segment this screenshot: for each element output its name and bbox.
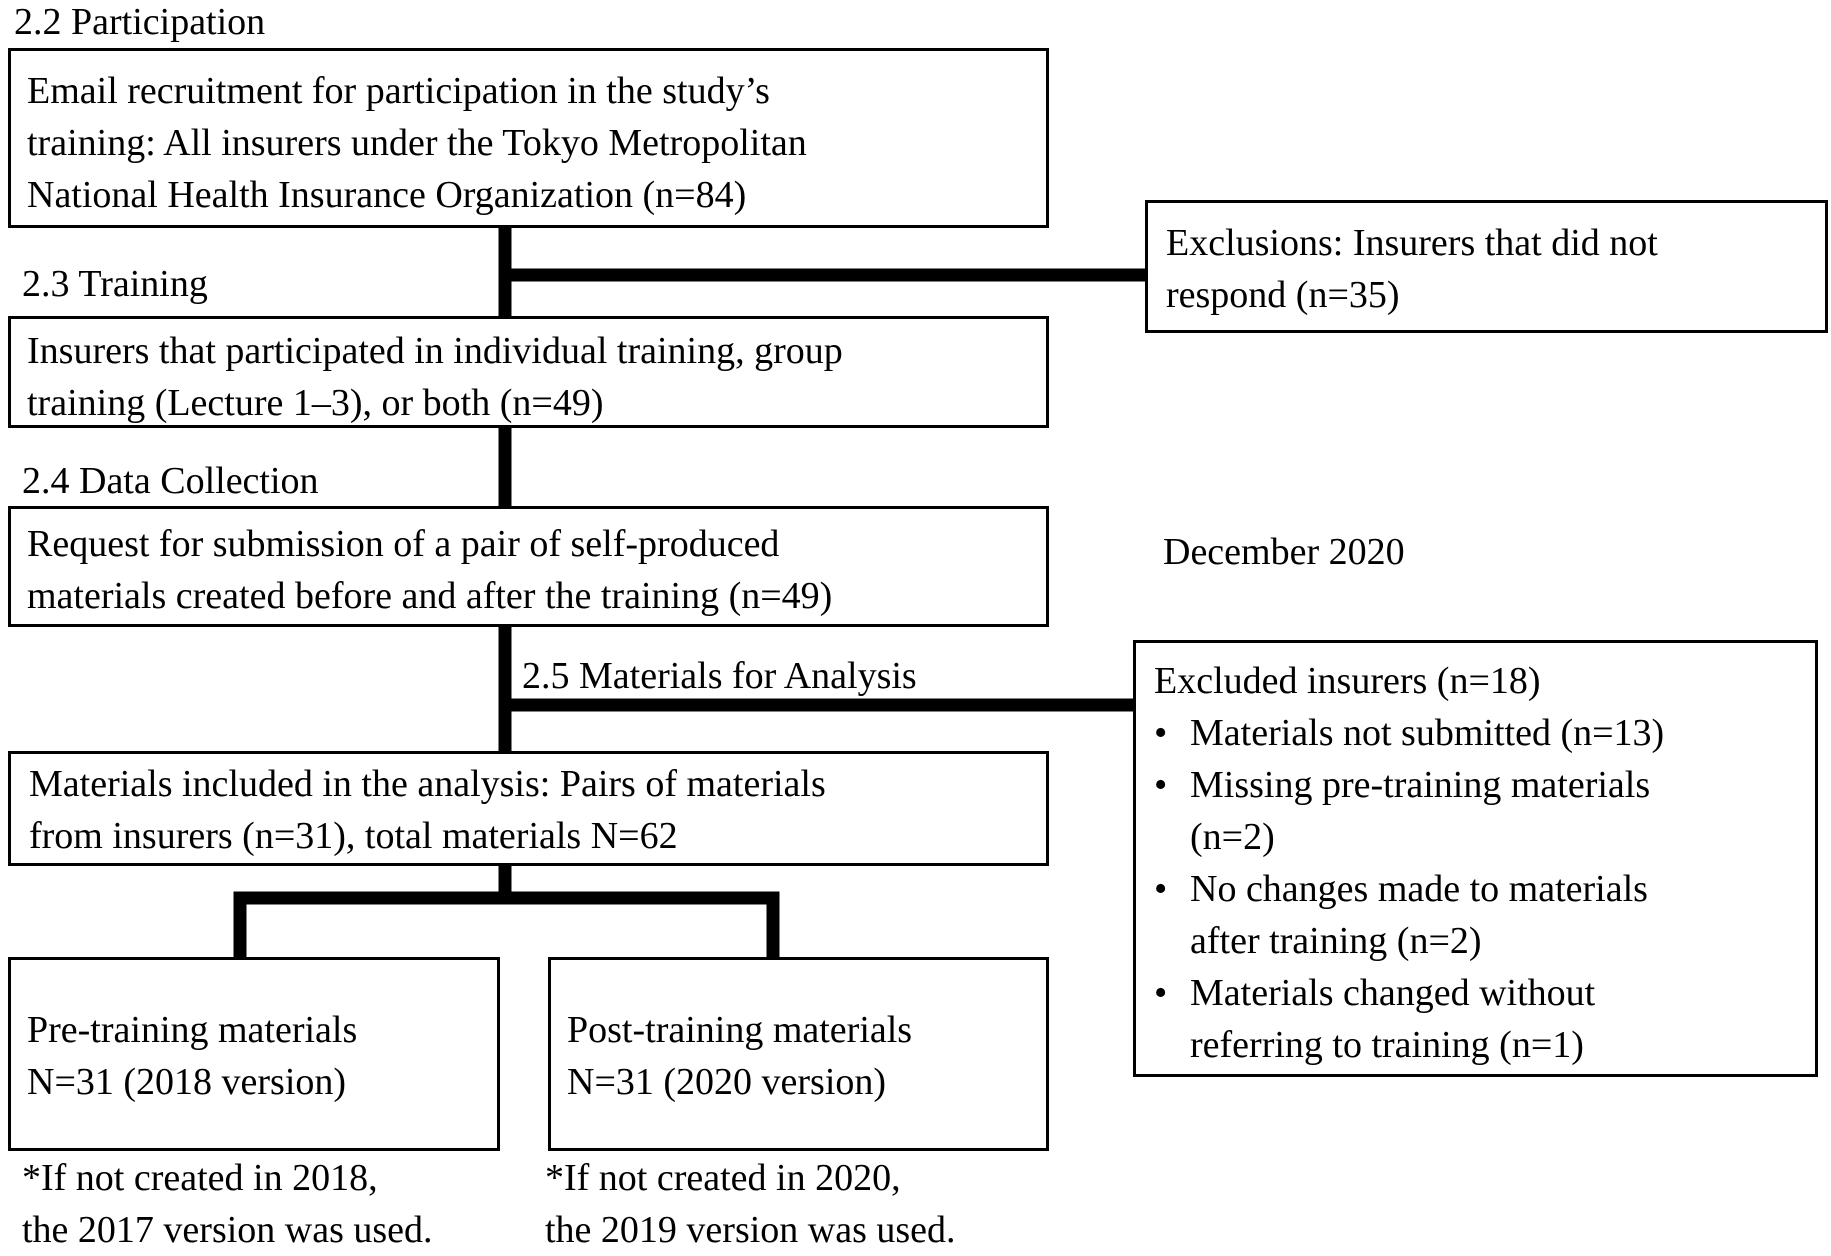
excluded-item xyxy=(1154,759,1664,863)
excluded-item-text: Materials changed without xyxy=(1190,972,1596,1014)
included-line: from insurers (n=31), total materials N=62 xyxy=(29,815,678,857)
excluded-item xyxy=(1154,707,1664,759)
post-training-line: Post-training materials xyxy=(567,1009,913,1051)
excluded-title: Excluded insurers (n=18) xyxy=(1154,660,1541,702)
pre-training-line: N=31 (2018 version) xyxy=(27,1061,347,1103)
request-line: Request for submission of a pair of self-produced xyxy=(27,523,780,565)
bullet-icon: • xyxy=(1154,712,1168,754)
training-line: Insurers that participated in individual training, group xyxy=(27,330,843,372)
excluded-item-text: Materials not submitted (n=13) xyxy=(1190,712,1665,754)
pre-note-line: the 2017 version was used. xyxy=(22,1209,433,1251)
training-line: training (Lecture 1–3), or both (n=49) xyxy=(27,382,604,424)
excluded-item-text: referring to training (n=1) xyxy=(1190,1024,1584,1066)
excluded-item-text: No changes made to materials xyxy=(1190,868,1648,910)
request-box xyxy=(8,506,1049,627)
pre-note-line: *If not created in 2018, xyxy=(22,1157,378,1199)
section-training: 2.3 Training xyxy=(22,263,208,305)
connector-split xyxy=(240,898,773,957)
section-materials-for-analysis: 2.5 Materials for Analysis xyxy=(522,655,917,697)
post-training-box xyxy=(548,957,1049,1151)
pre-training-line: Pre-training materials xyxy=(27,1009,358,1051)
request-line: materials created before and after the training (n=49) xyxy=(27,575,833,617)
bullet-icon: • xyxy=(1154,764,1168,806)
recruitment-box xyxy=(8,48,1049,228)
exclusions-line: Exclusions: Insurers that did not xyxy=(1166,222,1658,264)
exclusions-line: respond (n=35) xyxy=(1166,274,1400,316)
excluded-item-text: (n=2) xyxy=(1190,816,1275,858)
pre-training-box xyxy=(8,957,500,1151)
recruitment-line: National Health Insurance Organization (n=84) xyxy=(27,174,747,216)
recruitment-line: Email recruitment for participation in the study’s xyxy=(27,70,770,112)
excluded-insurers-box xyxy=(1133,640,1818,1077)
included-line: Materials included in the analysis: Pairs of materials xyxy=(29,763,826,805)
excluded-item-text: Missing pre-training materials xyxy=(1190,764,1651,806)
section-participation: 2.2 Participation xyxy=(14,1,266,43)
post-note-line: *If not created in 2020, xyxy=(545,1157,901,1199)
training-box xyxy=(8,316,1049,428)
excluded-item xyxy=(1154,967,1664,1071)
pre-training-note xyxy=(22,1152,433,1256)
bullet-icon: • xyxy=(1154,972,1168,1014)
excluded-item-text: after training (n=2) xyxy=(1190,920,1482,962)
recruitment-line: training: All insurers under the Tokyo Metropolitan xyxy=(27,122,807,164)
exclusions-box xyxy=(1145,200,1828,333)
date-label: December 2020 xyxy=(1163,531,1405,573)
included-materials-box xyxy=(8,751,1049,866)
bullet-icon: • xyxy=(1154,868,1168,910)
excluded-item xyxy=(1154,863,1664,967)
post-note-line: the 2019 version was used. xyxy=(545,1209,956,1251)
post-training-note xyxy=(545,1152,956,1256)
section-data-collection: 2.4 Data Collection xyxy=(22,460,319,502)
post-training-line: N=31 (2020 version) xyxy=(567,1061,887,1103)
